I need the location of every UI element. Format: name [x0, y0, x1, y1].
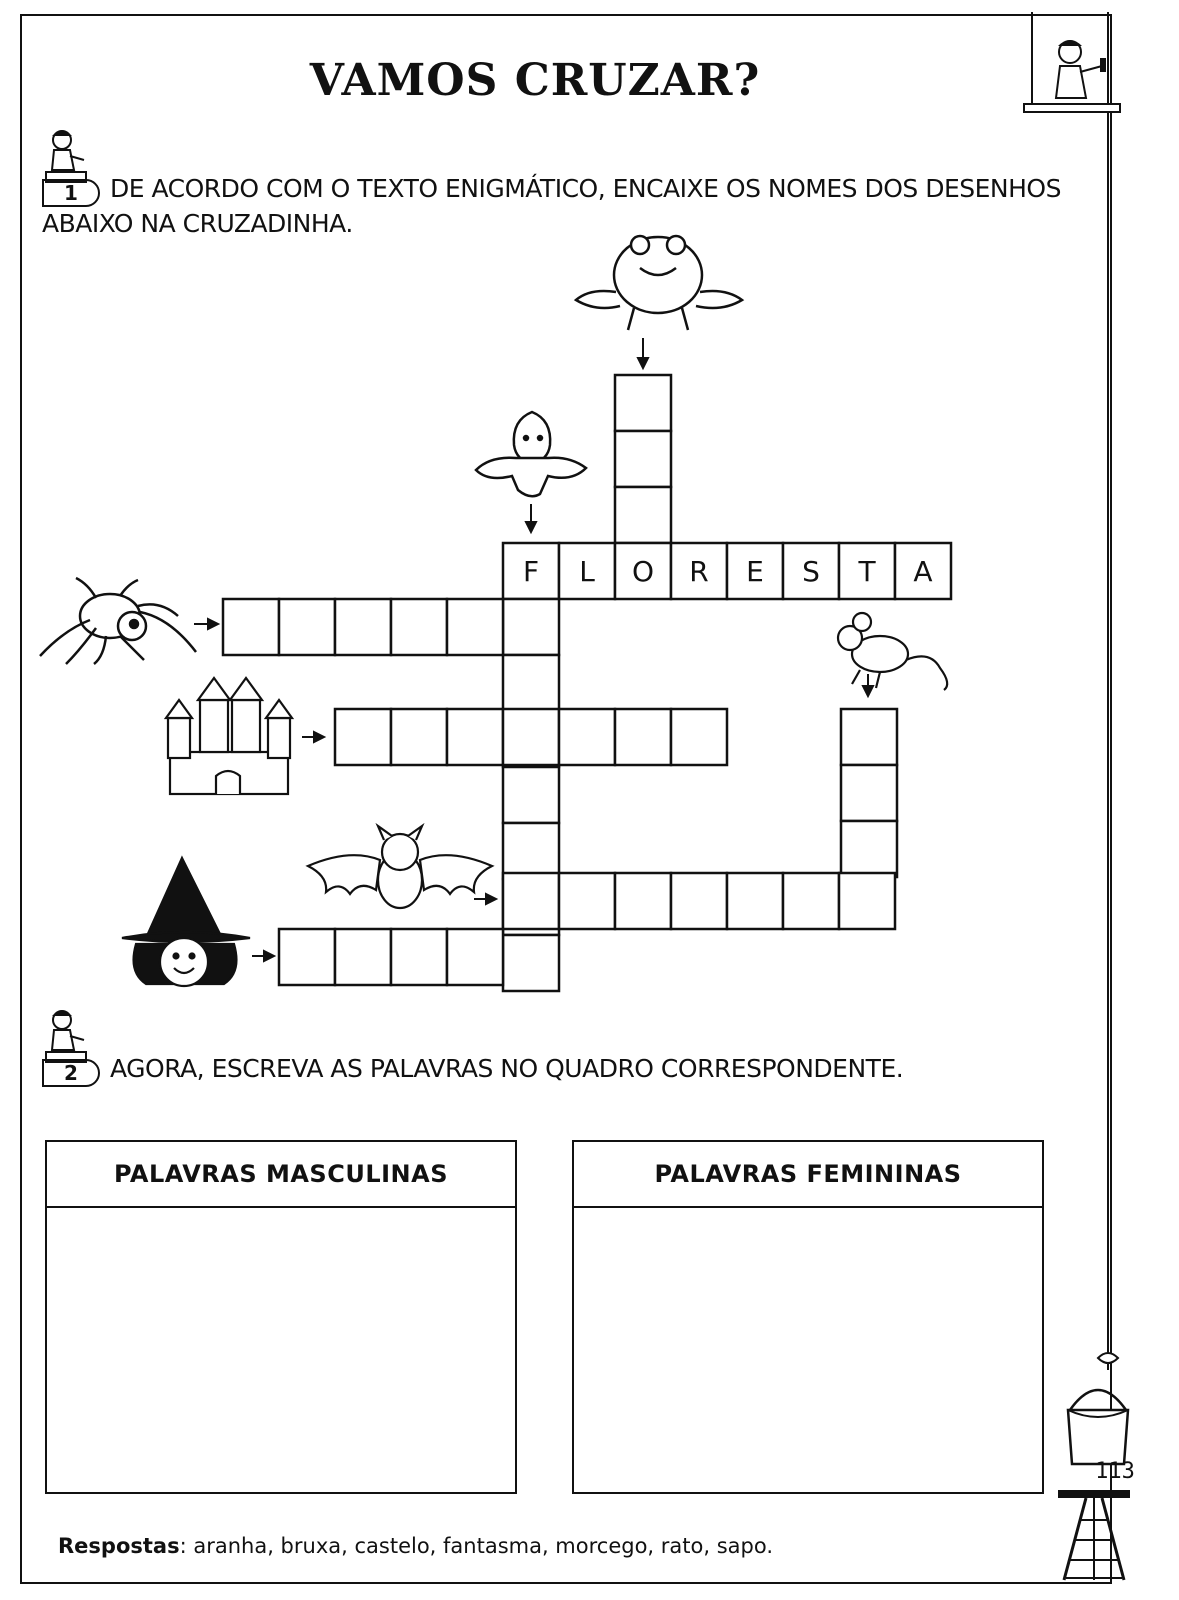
arrow-right-castle	[302, 732, 324, 742]
crossword-cell[interactable]	[559, 873, 615, 929]
masculine-words-area[interactable]	[47, 1208, 515, 1494]
crossword-cell[interactable]	[447, 709, 503, 765]
ghost-icon	[476, 412, 586, 496]
crossword-cell[interactable]	[391, 709, 447, 765]
arrow-right-witch	[252, 951, 274, 961]
crossword-cell[interactable]	[391, 599, 447, 655]
crossword-cell[interactable]	[391, 929, 447, 985]
bucket-icon	[1060, 1340, 1136, 1470]
crossword-letter: A	[913, 555, 933, 588]
crossword-cell[interactable]	[503, 873, 559, 929]
crossword-cell[interactable]	[615, 375, 671, 431]
question-text: AGORA, ESCREVA AS PALAVRAS NO QUADRO CORRESPONDENTE.	[110, 1054, 904, 1083]
crossword-cell[interactable]	[503, 709, 559, 765]
spider-icon	[40, 578, 196, 664]
crossword-cell[interactable]	[447, 599, 503, 655]
feminine-words-table	[572, 1140, 1044, 1494]
castle-icon	[166, 678, 292, 794]
crossword-cell[interactable]	[671, 873, 727, 929]
answers-line	[58, 1534, 773, 1558]
crossword-letter: L	[579, 555, 595, 588]
arrow-right-spider	[194, 619, 218, 629]
crossword-cell[interactable]	[279, 599, 335, 655]
page-title: VAMOS CRUZAR?	[309, 55, 761, 106]
crossword-cell[interactable]	[615, 487, 671, 543]
frog-icon	[576, 236, 742, 330]
crossword-letter: T	[858, 555, 876, 588]
crossword-letter: O	[631, 555, 655, 588]
arrow-down-ghost	[526, 504, 536, 532]
crossword-letter: R	[689, 555, 709, 588]
masculine-words-heading: PALAVRAS MASCULINAS	[47, 1142, 515, 1208]
crossword-cell[interactable]	[615, 431, 671, 487]
witch-icon	[122, 858, 250, 986]
crossword-cell[interactable]	[559, 709, 615, 765]
question-number: 1	[42, 179, 100, 207]
crossword-cell[interactable]	[783, 873, 839, 929]
feminine-words-heading: PALAVRAS FEMININAS	[574, 1142, 1042, 1208]
answers-label: Respostas	[58, 1534, 180, 1558]
feminine-words-area[interactable]	[574, 1208, 1042, 1494]
arrow-right-bat	[474, 894, 496, 904]
bat-icon	[308, 826, 492, 908]
crossword-cell[interactable]	[335, 709, 391, 765]
crossword-cell[interactable]	[841, 709, 897, 765]
ladder-icon	[1056, 1488, 1136, 1584]
question-text: DE ACORDO COM O TEXTO ENIGMÁTICO, ENCAIXE OS NOMES DOS DESENHOS ABAIXO NA CRUZADINHA.	[42, 174, 1061, 238]
crossword-letter: E	[746, 555, 764, 588]
crossword-cell[interactable]	[223, 599, 279, 655]
crossword-cell[interactable]	[503, 655, 559, 711]
arrow-down-mouse	[863, 674, 873, 696]
crossword-cell[interactable]	[615, 709, 671, 765]
crossword-cell[interactable]	[841, 765, 897, 821]
crossword-cell[interactable]	[503, 823, 559, 879]
masculine-words-table	[45, 1140, 517, 1494]
crossword-cell[interactable]	[447, 929, 503, 985]
crossword-cell[interactable]	[839, 873, 895, 929]
crossword-letter: S	[802, 555, 820, 588]
crossword-cell[interactable]	[727, 873, 783, 929]
crossword-letter: F	[522, 555, 540, 588]
crossword-cell[interactable]	[503, 767, 559, 823]
question-number: 2	[42, 1059, 100, 1087]
crossword-cell[interactable]	[335, 929, 391, 985]
crossword-cell[interactable]	[841, 821, 897, 877]
crossword-cell[interactable]	[615, 873, 671, 929]
crossword-cell[interactable]	[671, 709, 727, 765]
crossword-cell[interactable]	[335, 599, 391, 655]
question-2	[42, 1052, 1072, 1087]
crossword-cell[interactable]	[503, 935, 559, 991]
mouse-icon	[838, 613, 947, 690]
page-number: 113	[1095, 1459, 1135, 1484]
answers-text: : aranha, bruxa, castelo, fantasma, morcego, rato, sapo.	[179, 1534, 774, 1558]
crossword-cell[interactable]	[279, 929, 335, 985]
arrow-down-frog	[638, 338, 648, 368]
crossword-cell[interactable]	[503, 599, 559, 655]
